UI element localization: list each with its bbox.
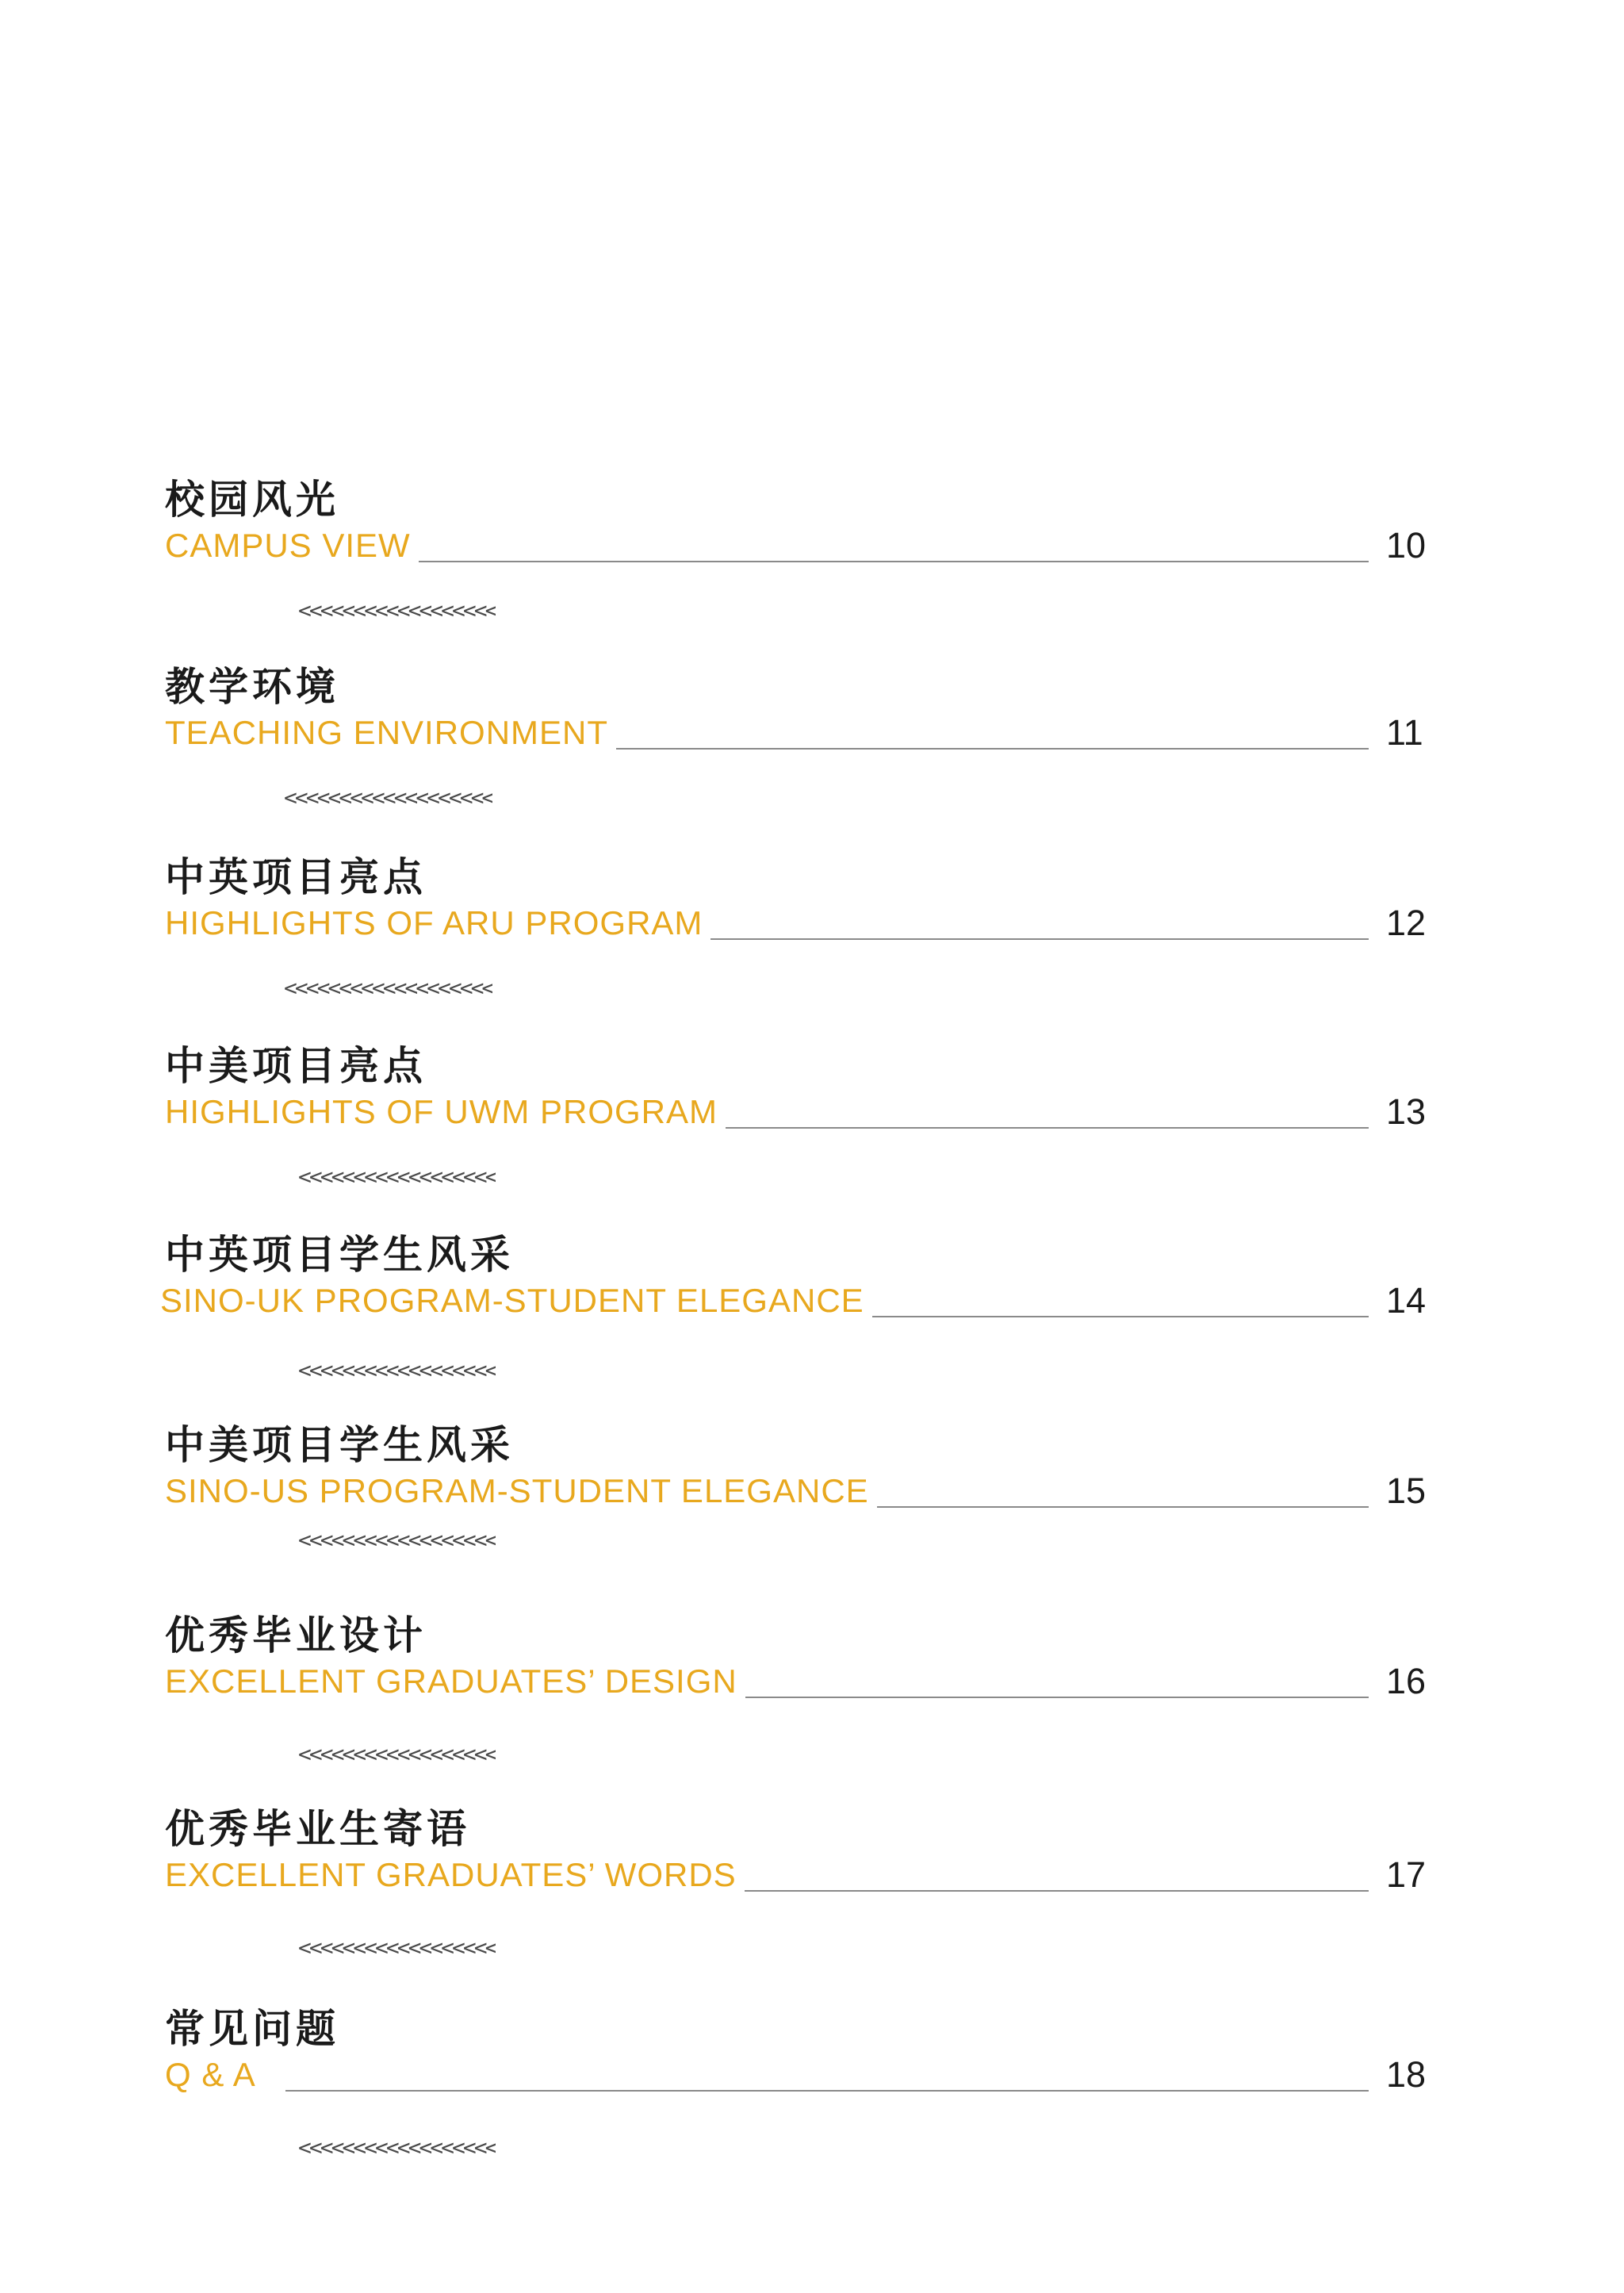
- entry-title-cn: 中英项目学生风采: [165, 1232, 514, 1278]
- entry-title-en: EXCELLENT GRADUATES’ WORDS: [165, 1856, 745, 1894]
- toc-entry-sino-uk-student[interactable]: [0, 1231, 1624, 1413]
- entry-title-en: Q & A: [165, 2056, 264, 2094]
- entry-title-en: HIGHLIGHTS OF ARU PROGRAM: [165, 904, 710, 942]
- entry-title-en: EXCELLENT GRADUATES’ DESIGN: [165, 1662, 745, 1701]
- page-number: 16: [1386, 1661, 1427, 1701]
- chevron-divider: <<<<<<<<<<<<<<<<<<: [298, 1741, 496, 1767]
- chevron-divider: <<<<<<<<<<<<<<<<<<: [298, 1357, 496, 1383]
- chevron-divider: <<<<<<<<<<<<<<<<<<: [298, 1934, 496, 1961]
- entry-title-cn: 中英项目亮点: [165, 854, 427, 900]
- entry-title-en: CAMPUS VIEW: [165, 527, 419, 565]
- entry-title-cn: 中美项目学生风采: [165, 1422, 514, 1468]
- page-number: 10: [1386, 525, 1427, 566]
- toc-entry-graduates-design[interactable]: [0, 1612, 1624, 1794]
- entry-title-en: TEACHING ENVIRONMENT: [165, 714, 616, 752]
- entry-title-en: SINO-US PROGRAM-STUDENT ELEGANCE: [165, 1472, 877, 1510]
- page-number: 15: [1386, 1471, 1427, 1511]
- chevron-divider: <<<<<<<<<<<<<<<<<<: [298, 1527, 496, 1553]
- toc-entry-aru-highlights[interactable]: [0, 853, 1624, 1036]
- entry-title-cn: 优秀毕业设计: [165, 1612, 427, 1658]
- entry-title-cn: 常见问题: [165, 2006, 339, 2052]
- toc-entry-campus-view[interactable]: [0, 476, 1624, 658]
- chevron-divider: <<<<<<<<<<<<<<<<<<: [298, 1164, 496, 1190]
- toc-entry-sino-us-student[interactable]: [0, 1421, 1624, 1604]
- leader-line: [285, 2090, 1369, 2092]
- toc-entry-uwm-highlights[interactable]: [0, 1042, 1624, 1225]
- page-number: 18: [1386, 2054, 1427, 2095]
- chevron-divider: <<<<<<<<<<<<<<<<<<: [298, 597, 496, 623]
- page-number: 13: [1386, 1091, 1427, 1132]
- chevron-divider: <<<<<<<<<<<<<<<<<<<: [284, 784, 493, 811]
- chevron-divider: <<<<<<<<<<<<<<<<<<: [298, 2134, 496, 2161]
- toc-entry-teaching-environment[interactable]: [0, 663, 1624, 845]
- entry-title-en: SINO-UK PROGRAM-STUDENT ELEGANCE: [160, 1282, 872, 1320]
- page-number: 17: [1386, 1854, 1427, 1895]
- page-number: 11: [1386, 712, 1423, 753]
- leader-line: [412, 561, 1369, 562]
- entry-title-en: HIGHLIGHTS OF UWM PROGRAM: [165, 1093, 726, 1131]
- chevron-divider: <<<<<<<<<<<<<<<<<<<: [284, 975, 493, 1001]
- entry-title-cn: 优秀毕业生寄语: [165, 1806, 470, 1852]
- entry-title-cn: 校园风光: [165, 477, 339, 523]
- page-number: 12: [1386, 903, 1427, 943]
- toc-entry-qa[interactable]: [0, 2005, 1624, 2188]
- page-number: 14: [1386, 1280, 1427, 1321]
- toc-entry-graduates-words[interactable]: [0, 1805, 1624, 1988]
- entry-title-cn: 教学环境: [165, 664, 339, 710]
- entry-title-cn: 中美项目亮点: [165, 1043, 427, 1089]
